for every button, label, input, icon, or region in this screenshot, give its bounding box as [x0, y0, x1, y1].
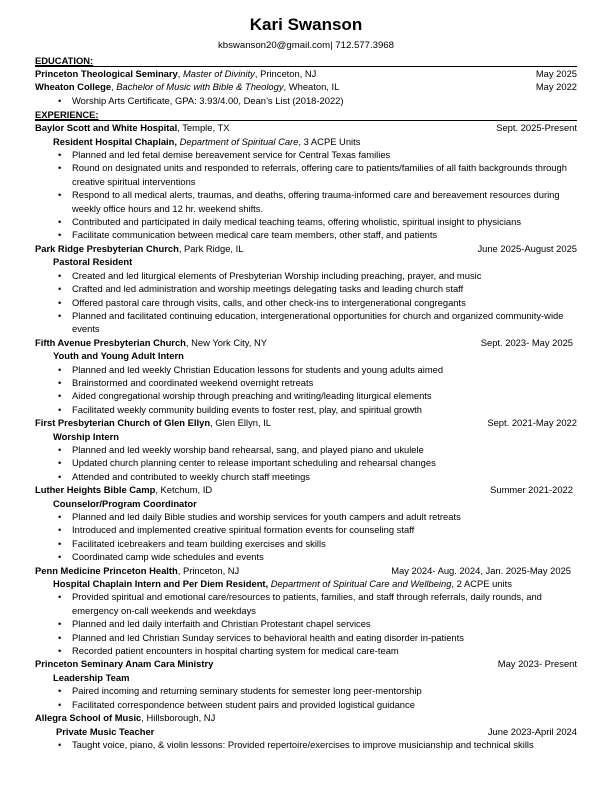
experience-entry: Baylor Scott and White Hospital, Temple, TX Sept. 2025-Present	[35, 122, 577, 134]
experience-entry	[35, 657, 577, 670]
date: Sept. 2023- May 2025	[480, 336, 573, 348]
role-line: Resident Hospital Chaplain, Department of Spiritual Care, 3 ACPE Units	[53, 135, 361, 147]
bullet-item: • Created and led liturgical elements of Presbyterian Worship including preaching, prayer, and music	[35, 269, 577, 282]
department: Department of Spiritual Care	[179, 135, 299, 147]
education-entry: Wheaton College, Bachelor of Music with Bible & Theology, Wheaton, IL May 2022	[35, 81, 577, 93]
location: Park Ridge, IL	[184, 242, 244, 254]
role-title: Pastoral Resident	[53, 256, 133, 268]
role-title: Private Music Teacher	[56, 725, 155, 737]
bullet-list	[35, 363, 577, 417]
role-title: Leadership Team	[53, 671, 130, 683]
organization-name: Penn Medicine Princeton Health	[35, 564, 178, 576]
organization-name: Allegra School of Music	[35, 712, 142, 724]
contact-separator: |	[330, 40, 336, 51]
bullet-item: • Planned and led weekly Christian Education lessons for students and young adults aimed	[35, 363, 577, 376]
role-title: Hospital Chaplain Intern and Per Diem Resident	[53, 578, 266, 590]
bullet-item: • Crafted and led administration and worship meetings delegating tasks and leading church staff	[35, 282, 577, 295]
bullet-item: • Brainstormed and coordinated weekend overnight retreats	[35, 376, 577, 389]
department: Department of Spiritual Care and Wellbeing	[270, 578, 452, 590]
experience-entry: Allegra School of Music, Hillsborough, NJ	[35, 712, 216, 724]
email-link[interactable]: kbswanson20@gmail.com	[218, 40, 331, 51]
bullet-list	[35, 590, 577, 657]
bullet-item: • Provided spiritual and emotional care/resources to patients, families, and staff through referrals, daily rounds, and emergency on-call weekends and weekdays	[35, 590, 577, 617]
bullet-list	[35, 738, 577, 751]
bullet-item: • Attended and contributed to weekly church staff meetings	[35, 470, 577, 483]
location: Princeton, NJ	[260, 68, 317, 79]
education-entry: Princeton Theological Seminary, Master of Divinity, Princeton, NJ May 2025	[35, 68, 577, 79]
bullet-item: • Coordinated camp wide schedules and events	[35, 550, 577, 563]
experience-entry: Penn Medicine Princeton Health, Princeton, NJ May 2024- Aug. 2024, Jan. 2025-May 2025	[35, 564, 571, 576]
bullet-item: • Taught voice, piano, & violin lessons: Provided repertoire/exercises to improve musicianship and technical skills	[35, 738, 577, 751]
date: June 2023-April 2024	[487, 725, 577, 737]
bullet-item: • Planned and facilitated continuing education, intergenerational opportunities for church and organized community-wide events	[35, 309, 577, 336]
date: Sept. 2025-Present	[496, 122, 577, 134]
organization-name: Baylor Scott and White Hospital	[35, 122, 178, 134]
role-title: Worship Intern	[53, 430, 119, 442]
role-title: Counselor/Program Coordinator	[53, 497, 197, 509]
bullet-item: • Planned and led daily interfaith and Christian Protestant chapel services	[35, 617, 577, 630]
bullet-item: • Respond to all medical alerts, traumas, and deaths, offering trauma-informed care and bereavement resources during weekly office hours and 12 hr. weekend shifts.	[35, 188, 577, 215]
degree: Bachelor of Music with Bible & Theology	[116, 81, 284, 93]
phone-number: 712.577.3968	[335, 40, 394, 51]
bullet-list	[35, 510, 577, 564]
date: May 2024- Aug. 2024, Jan. 2025-May 2025	[391, 564, 571, 576]
resume-page	[35, 14, 577, 751]
bullet-item: • Facilitate communication between medical care team members, other staff, and patients	[35, 228, 577, 241]
location: Hillsborough, NJ	[146, 712, 216, 724]
role-line	[35, 725, 577, 738]
date: June 2025-August 2025	[477, 242, 577, 254]
experience-heading: EXPERIENCE:	[35, 109, 577, 121]
bullet-item: • Updated church planning center to release important scheduling and rehearsal changes	[35, 456, 577, 469]
experience-entry: Fifth Avenue Presbyterian Church, New York City, NY Sept. 2023- May 2025	[35, 336, 573, 348]
role-title: Youth and Young Adult Intern	[53, 350, 184, 362]
bullet-item: • Planned and led daily Bible studies and worship services for youth campers and adult retreats	[35, 510, 577, 523]
units: 3 ACPE Units	[303, 135, 361, 147]
bullet-item: • Contributed and participated in daily medical teaching teams, offering wholistic, spiritual insight to physicians	[35, 215, 577, 228]
organization-name: Park Ridge Presbyterian Church	[35, 242, 179, 254]
bullet-item: • Facilitated correspondence between student pairs and provided logistical guidance	[35, 698, 577, 711]
bullet-list	[35, 684, 577, 711]
organization-name: First Presbyterian Church of Glen Ellyn	[35, 417, 211, 429]
bullet-item: • Recorded patient encounters in hospital charting system for medical care-team	[35, 644, 577, 657]
date: May 2025	[535, 68, 577, 79]
location: Ketchum, ID	[160, 484, 213, 496]
bullet-item: • Paired incoming and returning seminary students for semester long peer-mentorship	[35, 684, 577, 697]
bullet-item: • Planned and led fetal demise bereavement service for Central Texas families	[35, 148, 577, 161]
location: Glen Ellyn, IL	[215, 417, 272, 429]
bullet-item: • Offered pastoral care through visits, calls, and other check-ins to intergenerational congregants	[35, 296, 577, 309]
bullet-list	[35, 443, 577, 483]
education-heading: EDUCATION:	[35, 55, 577, 67]
bullet-list	[35, 269, 577, 336]
bullet-item: • Facilitated weekly community building events to foster rest, play, and spiritual growth	[35, 403, 577, 416]
bullet-item: • Round on designated units and responded to referrals, offering care to patients/families of all faith backgrounds through creative spiritual interventions	[35, 161, 577, 188]
role-title: Resident Hospital Chaplain	[53, 135, 175, 147]
bullet-item: • Aided congregational worship through preaching and writing/leading liturgical elements	[35, 389, 577, 402]
organization-name: Fifth Avenue Presbyterian Church	[35, 336, 186, 348]
location: Wheaton, IL	[288, 81, 340, 93]
bullet-item: • Worship Arts Certificate, GPA: 3.93/4.00, Dean’s List (2018-2022)	[35, 94, 577, 107]
experience-entry: Park Ridge Presbyterian Church, Park Ridge, IL June 2025-August 2025	[35, 242, 577, 254]
organization-name: Princeton Seminary Anam Cara Ministry	[35, 658, 214, 670]
date: May 2023- Present	[497, 658, 577, 670]
date: May 2022	[535, 81, 577, 93]
bullet-list	[35, 148, 577, 242]
role-line: Hospital Chaplain Intern and Per Diem Resident, Department of Spiritual Care and Wellbeing, 2 ACPE units	[53, 578, 512, 590]
location: New York City, NY	[191, 336, 268, 348]
experience-entry: First Presbyterian Church of Glen Ellyn, Glen Ellyn, IL Sept. 2021-May 2022	[35, 417, 577, 429]
bullet-item: • Facilitated icebreakers and team building exercises and skills	[35, 537, 577, 550]
date: Summer 2021-2022	[490, 484, 573, 496]
experience-entry: Luther Heights Bible Camp, Ketchum, ID Summer 2021-2022	[35, 484, 573, 496]
units: 2 ACPE units	[456, 578, 512, 590]
location: Princeton, NJ	[182, 564, 240, 576]
bullet-item: • Introduced and implemented creative spiritual formation events for counseling staff	[35, 523, 577, 536]
location: Temple, TX	[182, 122, 230, 134]
bullet-item: • Planned and led weekly worship band rehearsal, sang, and played piano and ukulele	[35, 443, 577, 456]
contact-line	[35, 39, 577, 53]
bullet-item: • Planned and led Christian Sunday services to behavioral health and eating disorder in-patients	[35, 631, 577, 644]
degree: Master of Divinity	[182, 68, 255, 79]
date: Sept. 2021-May 2022	[487, 417, 577, 429]
bullet-list	[35, 94, 577, 107]
organization-name: Luther Heights Bible Camp	[35, 484, 156, 496]
school-name: Wheaton College	[35, 81, 112, 93]
school-name: Princeton Theological Seminary	[35, 68, 178, 79]
resume-name: Kari Swanson	[249, 15, 363, 34]
